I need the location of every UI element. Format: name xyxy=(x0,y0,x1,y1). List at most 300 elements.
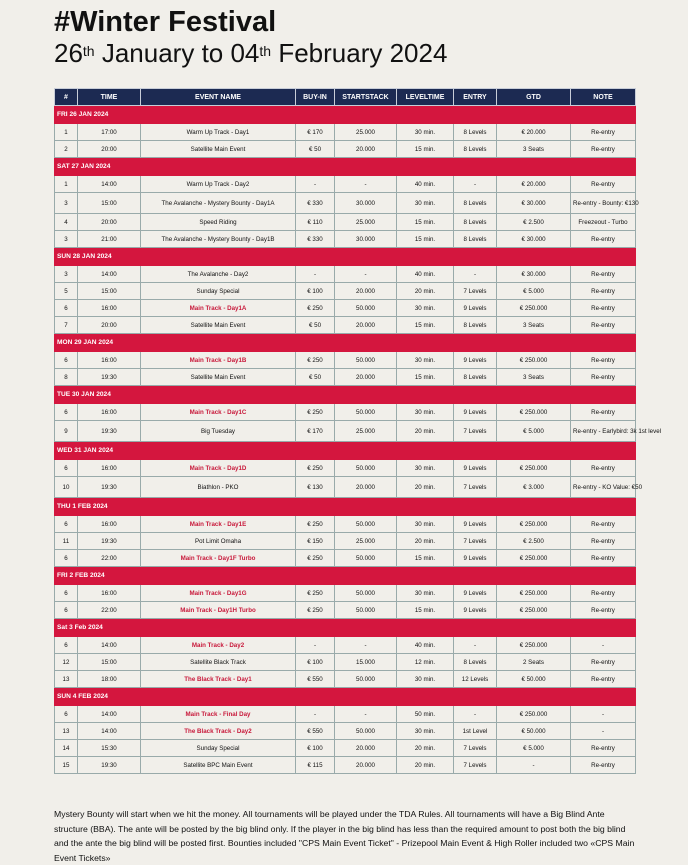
table-row xyxy=(55,602,636,619)
footer-rules-text: Mystery Bounty will start when we hit the money. All tournaments will be played under the TDA Rules. All tournaments will have a Big Blind Ante structure (BBA). The ante will be posted by the big blind only. If the player in the big blind has less than the required amount to post both the big blind and the ante the big blind will be posted first. Bounties included "CPS Main Event Ticket" - Prizepool Main Event & High Roller included two «CPS Main Event Tickets» xyxy=(54,809,635,863)
cell-leveltime: 20 min. xyxy=(397,421,454,442)
cell-number: 4 xyxy=(55,214,78,231)
cell-event-name: The Avalanche - Mystery Bounty - Day1A xyxy=(141,193,296,214)
cell-note: Re-entry xyxy=(571,300,636,317)
cell-entry: 8 Levels xyxy=(454,369,497,386)
subtitle-end: February 2024 xyxy=(278,38,448,68)
cell-event-name: Main Track - Day1C xyxy=(141,404,296,421)
cell-buy-in: € 50 xyxy=(296,317,335,334)
cell-startstack: 25.000 xyxy=(335,214,397,231)
cell-startstack: 50.000 xyxy=(335,550,397,567)
day-label: FRI 26 JAN 2024 xyxy=(55,106,636,124)
table-row xyxy=(55,300,636,317)
cell-time: 16:00 xyxy=(78,300,141,317)
cell-buy-in: € 110 xyxy=(296,214,335,231)
cell-gtd: € 50.000 xyxy=(497,671,571,688)
table-row xyxy=(55,460,636,477)
cell-event-name: Satellite Main Event xyxy=(141,369,296,386)
cell-note: Re-entry xyxy=(571,602,636,619)
cell-startstack: 50.000 xyxy=(335,352,397,369)
cell-entry: 7 Levels xyxy=(454,757,497,774)
cell-buy-in: € 50 xyxy=(296,369,335,386)
cell-gtd: € 30.000 xyxy=(497,231,571,248)
cell-startstack: 50.000 xyxy=(335,723,397,740)
cell-time: 19:30 xyxy=(78,421,141,442)
cell-event-name: Main Track - Day1F Turbo xyxy=(141,550,296,567)
cell-number: 8 xyxy=(55,369,78,386)
cell-leveltime: 15 min. xyxy=(397,317,454,334)
cell-entry: 8 Levels xyxy=(454,231,497,248)
cell-gtd: 3 Seats xyxy=(497,369,571,386)
col-header-leveltime: LEVELTIME xyxy=(397,89,454,106)
cell-startstack: 50.000 xyxy=(335,671,397,688)
cell-entry: 9 Levels xyxy=(454,352,497,369)
cell-gtd: 2 Seats xyxy=(497,654,571,671)
cell-startstack: 20.000 xyxy=(335,317,397,334)
cell-startstack: 25.000 xyxy=(335,421,397,442)
cell-gtd: € 250.000 xyxy=(497,550,571,567)
col-header-number: # xyxy=(55,89,78,106)
cell-number: 9 xyxy=(55,421,78,442)
cell-time: 16:00 xyxy=(78,460,141,477)
cell-event-name: Sunday Special xyxy=(141,740,296,757)
cell-note: Re-entry xyxy=(571,176,636,193)
cell-number: 2 xyxy=(55,141,78,158)
cell-note: Re-entry xyxy=(571,283,636,300)
cell-buy-in: € 250 xyxy=(296,300,335,317)
cell-entry: 8 Levels xyxy=(454,124,497,141)
cell-gtd: € 250.000 xyxy=(497,585,571,602)
cell-entry: 9 Levels xyxy=(454,585,497,602)
cell-time: 19:30 xyxy=(78,533,141,550)
cell-leveltime: 15 min. xyxy=(397,214,454,231)
cell-event-name: Main Track - Day1D xyxy=(141,460,296,477)
cell-startstack: 50.000 xyxy=(335,516,397,533)
cell-number: 6 xyxy=(55,585,78,602)
cell-event-name: Satellite BPC Main Event xyxy=(141,757,296,774)
cell-leveltime: 15 min. xyxy=(397,602,454,619)
cell-buy-in: € 250 xyxy=(296,404,335,421)
cell-time: 14:00 xyxy=(78,723,141,740)
cell-leveltime: 30 min. xyxy=(397,352,454,369)
subtitle-suffix-2: th xyxy=(259,43,272,59)
cell-event-name: Warm Up Track - Day2 xyxy=(141,176,296,193)
day-header-row xyxy=(55,334,636,352)
cell-leveltime: 40 min. xyxy=(397,176,454,193)
cell-startstack: - xyxy=(335,706,397,723)
cell-number: 3 xyxy=(55,266,78,283)
cell-note: Re-entry xyxy=(571,460,636,477)
cell-gtd: € 250.000 xyxy=(497,460,571,477)
col-header-event-name: EVENT NAME xyxy=(141,89,296,106)
cell-buy-in: - xyxy=(296,176,335,193)
cell-startstack: 50.000 xyxy=(335,460,397,477)
cell-event-name: Speed Riding xyxy=(141,214,296,231)
cell-buy-in: € 250 xyxy=(296,460,335,477)
table-row xyxy=(55,404,636,421)
cell-startstack: 20.000 xyxy=(335,283,397,300)
cell-note: Re-entry xyxy=(571,369,636,386)
col-header-entry: ENTRY xyxy=(454,89,497,106)
cell-note: Re-entry xyxy=(571,124,636,141)
cell-entry: 7 Levels xyxy=(454,477,497,498)
cell-entry: 8 Levels xyxy=(454,317,497,334)
cell-startstack: 20.000 xyxy=(335,477,397,498)
cell-event-name: The Avalanche - Day2 xyxy=(141,266,296,283)
table-row xyxy=(55,516,636,533)
cell-event-name: Main Track - Final Day xyxy=(141,706,296,723)
cell-entry: 8 Levels xyxy=(454,193,497,214)
cell-entry: - xyxy=(454,266,497,283)
cell-number: 15 xyxy=(55,757,78,774)
cell-note: Re-entry xyxy=(571,550,636,567)
day-label: WED 31 JAN 2024 xyxy=(55,442,636,460)
day-label: Sat 3 Feb 2024 xyxy=(55,619,636,637)
cell-event-name: Satellite Main Event xyxy=(141,141,296,158)
cell-entry: 7 Levels xyxy=(454,740,497,757)
cell-note: - xyxy=(571,723,636,740)
cell-buy-in: € 330 xyxy=(296,193,335,214)
table-row xyxy=(55,369,636,386)
cell-event-name: The Black Track - Day1 xyxy=(141,671,296,688)
cell-gtd: € 3.000 xyxy=(497,477,571,498)
cell-number: 3 xyxy=(55,193,78,214)
table-row xyxy=(55,141,636,158)
cell-note: Re-entry xyxy=(571,516,636,533)
cell-gtd: € 5.000 xyxy=(497,421,571,442)
cell-buy-in: € 250 xyxy=(296,550,335,567)
cell-gtd: 3 Seats xyxy=(497,141,571,158)
cell-startstack: 15.000 xyxy=(335,654,397,671)
cell-entry: 7 Levels xyxy=(454,533,497,550)
table-row xyxy=(55,757,636,774)
day-label: FRI 2 FEB 2024 xyxy=(55,567,636,585)
cell-event-name: Satellite Black Track xyxy=(141,654,296,671)
table-row xyxy=(55,637,636,654)
day-label: TUE 30 JAN 2024 xyxy=(55,386,636,404)
cell-number: 3 xyxy=(55,231,78,248)
cell-note: Re-entry xyxy=(571,757,636,774)
cell-note: Re-entry xyxy=(571,404,636,421)
cell-time: 22:00 xyxy=(78,550,141,567)
cell-leveltime: 15 min. xyxy=(397,550,454,567)
table-row xyxy=(55,283,636,300)
cell-number: 1 xyxy=(55,176,78,193)
table-row xyxy=(55,231,636,248)
cell-entry: 8 Levels xyxy=(454,141,497,158)
cell-gtd: € 250.000 xyxy=(497,300,571,317)
cell-number: 6 xyxy=(55,460,78,477)
col-header-gtd: GTD xyxy=(497,89,571,106)
cell-time: 14:00 xyxy=(78,706,141,723)
cell-time: 20:00 xyxy=(78,141,141,158)
cell-buy-in: - xyxy=(296,706,335,723)
cell-number: 6 xyxy=(55,516,78,533)
page-subtitle xyxy=(54,37,447,69)
cell-entry: - xyxy=(454,706,497,723)
cell-startstack: - xyxy=(335,176,397,193)
cell-buy-in: € 100 xyxy=(296,740,335,757)
cell-number: 10 xyxy=(55,477,78,498)
cell-event-name: Main Track - Day1G xyxy=(141,585,296,602)
cell-startstack: 20.000 xyxy=(335,369,397,386)
cell-leveltime: 30 min. xyxy=(397,723,454,740)
cell-number: 14 xyxy=(55,740,78,757)
day-label: THU 1 FEB 2024 xyxy=(55,498,636,516)
cell-leveltime: 30 min. xyxy=(397,585,454,602)
day-label: SAT 27 JAN 2024 xyxy=(55,158,636,176)
cell-entry: 7 Levels xyxy=(454,283,497,300)
table-row xyxy=(55,706,636,723)
cell-event-name: Satellite Main Event xyxy=(141,317,296,334)
cell-buy-in: € 50 xyxy=(296,141,335,158)
cell-gtd: € 250.000 xyxy=(497,637,571,654)
cell-startstack: 25.000 xyxy=(335,533,397,550)
day-header-row xyxy=(55,567,636,585)
day-label: SUN 4 FEB 2024 xyxy=(55,688,636,706)
cell-time: 14:00 xyxy=(78,637,141,654)
day-header-row xyxy=(55,248,636,266)
cell-note: - xyxy=(571,706,636,723)
cell-note: Re-entry xyxy=(571,740,636,757)
cell-leveltime: 15 min. xyxy=(397,369,454,386)
day-header-row xyxy=(55,386,636,404)
cell-leveltime: 30 min. xyxy=(397,404,454,421)
cell-note: Re-entry xyxy=(571,585,636,602)
cell-leveltime: 30 min. xyxy=(397,300,454,317)
cell-time: 16:00 xyxy=(78,516,141,533)
cell-number: 1 xyxy=(55,124,78,141)
day-header-row xyxy=(55,158,636,176)
table-row xyxy=(55,533,636,550)
cell-buy-in: € 330 xyxy=(296,231,335,248)
table-row xyxy=(55,266,636,283)
cell-number: 6 xyxy=(55,706,78,723)
cell-leveltime: 50 min. xyxy=(397,706,454,723)
cell-leveltime: 30 min. xyxy=(397,671,454,688)
cell-note: Re-entry xyxy=(571,671,636,688)
cell-startstack: 30.000 xyxy=(335,193,397,214)
cell-buy-in: € 100 xyxy=(296,283,335,300)
cell-gtd: € 30.000 xyxy=(497,266,571,283)
cell-event-name: The Black Track - Day2 xyxy=(141,723,296,740)
cell-gtd: € 2.500 xyxy=(497,214,571,231)
cell-startstack: 50.000 xyxy=(335,602,397,619)
cell-note: Re-entry xyxy=(571,533,636,550)
day-header-row xyxy=(55,106,636,124)
cell-leveltime: 20 min. xyxy=(397,740,454,757)
cell-number: 6 xyxy=(55,550,78,567)
cell-gtd: € 250.000 xyxy=(497,516,571,533)
cell-event-name: Biathlon - PKO xyxy=(141,477,296,498)
cell-time: 15:00 xyxy=(78,193,141,214)
cell-entry: 9 Levels xyxy=(454,300,497,317)
cell-buy-in: € 550 xyxy=(296,723,335,740)
day-label: MON 29 JAN 2024 xyxy=(55,334,636,352)
cell-note: Re-entry xyxy=(571,231,636,248)
cell-number: 5 xyxy=(55,283,78,300)
cell-event-name: Main Track - Day1B xyxy=(141,352,296,369)
cell-leveltime: 30 min. xyxy=(397,124,454,141)
cell-gtd: € 250.000 xyxy=(497,602,571,619)
table-row xyxy=(55,124,636,141)
cell-time: 22:00 xyxy=(78,602,141,619)
col-header-startstack: STARTSTACK xyxy=(335,89,397,106)
cell-time: 19:30 xyxy=(78,757,141,774)
cell-number: 11 xyxy=(55,533,78,550)
cell-startstack: - xyxy=(335,637,397,654)
cell-time: 14:00 xyxy=(78,176,141,193)
cell-gtd: € 2.500 xyxy=(497,533,571,550)
table-row xyxy=(55,654,636,671)
cell-startstack: 50.000 xyxy=(335,300,397,317)
cell-event-name: Main Track - Day1E xyxy=(141,516,296,533)
day-label: SUN 28 JAN 2024 xyxy=(55,248,636,266)
cell-gtd: 3 Seats xyxy=(497,317,571,334)
col-header-buy-in: BUY-IN xyxy=(296,89,335,106)
table-row xyxy=(55,352,636,369)
schedule-table xyxy=(54,88,662,774)
cell-event-name: Main Track - Day2 xyxy=(141,637,296,654)
cell-startstack: - xyxy=(335,266,397,283)
cell-event-name: Warm Up Track - Day1 xyxy=(141,124,296,141)
cell-buy-in: € 100 xyxy=(296,654,335,671)
cell-gtd: € 250.000 xyxy=(497,404,571,421)
table-header-row xyxy=(55,89,636,106)
cell-leveltime: 20 min. xyxy=(397,533,454,550)
cell-time: 20:00 xyxy=(78,214,141,231)
cell-note: Re-entry xyxy=(571,654,636,671)
cell-entry: 7 Levels xyxy=(454,421,497,442)
cell-startstack: 20.000 xyxy=(335,740,397,757)
cell-buy-in: € 550 xyxy=(296,671,335,688)
cell-entry: 9 Levels xyxy=(454,516,497,533)
cell-leveltime: 15 min. xyxy=(397,231,454,248)
cell-note: Re-entry - Earlybird: 3k 1st level xyxy=(571,421,636,442)
subtitle-start-day: 26 xyxy=(54,38,83,68)
table-row xyxy=(55,671,636,688)
table-row xyxy=(55,477,636,498)
cell-entry: - xyxy=(454,637,497,654)
cell-entry: 9 Levels xyxy=(454,550,497,567)
cell-number: 13 xyxy=(55,723,78,740)
cell-number: 6 xyxy=(55,637,78,654)
cell-event-name: Big Tuesday xyxy=(141,421,296,442)
cell-leveltime: 20 min. xyxy=(397,283,454,300)
cell-buy-in: - xyxy=(296,266,335,283)
cell-number: 6 xyxy=(55,404,78,421)
cell-time: 15:00 xyxy=(78,283,141,300)
cell-buy-in: € 250 xyxy=(296,585,335,602)
cell-time: 15:00 xyxy=(78,654,141,671)
subtitle-middle: January to 04 xyxy=(101,38,260,68)
table-row xyxy=(55,317,636,334)
cell-buy-in: € 170 xyxy=(296,421,335,442)
cell-leveltime: 30 min. xyxy=(397,460,454,477)
cell-number: 6 xyxy=(55,352,78,369)
table-row xyxy=(55,740,636,757)
cell-gtd: € 250.000 xyxy=(497,706,571,723)
cell-leveltime: 40 min. xyxy=(397,266,454,283)
table-row xyxy=(55,421,636,442)
cell-leveltime: 20 min. xyxy=(397,757,454,774)
cell-gtd: € 250.000 xyxy=(497,352,571,369)
table-row xyxy=(55,723,636,740)
table-row xyxy=(55,214,636,231)
cell-time: 20:00 xyxy=(78,317,141,334)
table-row xyxy=(55,193,636,214)
cell-buy-in: - xyxy=(296,637,335,654)
cell-entry: - xyxy=(454,176,497,193)
cell-number: 7 xyxy=(55,317,78,334)
day-header-row xyxy=(55,442,636,460)
table-row xyxy=(55,550,636,567)
cell-time: 19:30 xyxy=(78,369,141,386)
cell-gtd: € 50.000 xyxy=(497,723,571,740)
cell-gtd: € 20.000 xyxy=(497,124,571,141)
cell-gtd: € 5.000 xyxy=(497,740,571,757)
table-row xyxy=(55,585,636,602)
cell-startstack: 30.000 xyxy=(335,231,397,248)
cell-note: Re-entry xyxy=(571,266,636,283)
cell-buy-in: € 250 xyxy=(296,602,335,619)
cell-buy-in: € 250 xyxy=(296,352,335,369)
cell-number: 12 xyxy=(55,654,78,671)
cell-leveltime: 15 min. xyxy=(397,141,454,158)
cell-entry: 9 Levels xyxy=(454,460,497,477)
cell-time: 16:00 xyxy=(78,352,141,369)
cell-note: Freezeout - Turbo xyxy=(571,214,636,231)
day-header-row xyxy=(55,619,636,637)
cell-entry: 9 Levels xyxy=(454,602,497,619)
cell-note: Re-entry xyxy=(571,141,636,158)
cell-number: 6 xyxy=(55,300,78,317)
cell-startstack: 50.000 xyxy=(335,404,397,421)
cell-event-name: Main Track - Day1A xyxy=(141,300,296,317)
cell-event-name: Pot Limit Omaha xyxy=(141,533,296,550)
cell-leveltime: 12 min. xyxy=(397,654,454,671)
cell-time: 19:30 xyxy=(78,477,141,498)
cell-entry: 8 Levels xyxy=(454,654,497,671)
cell-startstack: 20.000 xyxy=(335,141,397,158)
cell-buy-in: € 150 xyxy=(296,533,335,550)
cell-gtd: - xyxy=(497,757,571,774)
day-header-row xyxy=(55,688,636,706)
cell-gtd: € 30.000 xyxy=(497,193,571,214)
cell-time: 15:30 xyxy=(78,740,141,757)
cell-event-name: Sunday Special xyxy=(141,283,296,300)
cell-leveltime: 30 min. xyxy=(397,193,454,214)
cell-buy-in: € 115 xyxy=(296,757,335,774)
table-row xyxy=(55,176,636,193)
cell-time: 17:00 xyxy=(78,124,141,141)
cell-entry: 8 Levels xyxy=(454,214,497,231)
cell-event-name: The Avalanche - Mystery Bounty - Day1B xyxy=(141,231,296,248)
col-header-time: TIME xyxy=(78,89,141,106)
cell-leveltime: 20 min. xyxy=(397,477,454,498)
cell-buy-in: € 170 xyxy=(296,124,335,141)
cell-buy-in: € 130 xyxy=(296,477,335,498)
cell-note: - xyxy=(571,637,636,654)
cell-buy-in: € 250 xyxy=(296,516,335,533)
cell-entry: 1st Level xyxy=(454,723,497,740)
cell-note: Re-entry - Bounty: €130 xyxy=(571,193,636,214)
cell-number: 13 xyxy=(55,671,78,688)
cell-time: 16:00 xyxy=(78,585,141,602)
cell-note: Re-entry - KO Value: €50 xyxy=(571,477,636,498)
page-title: #Winter Festival xyxy=(54,6,277,38)
cell-time: 14:00 xyxy=(78,266,141,283)
